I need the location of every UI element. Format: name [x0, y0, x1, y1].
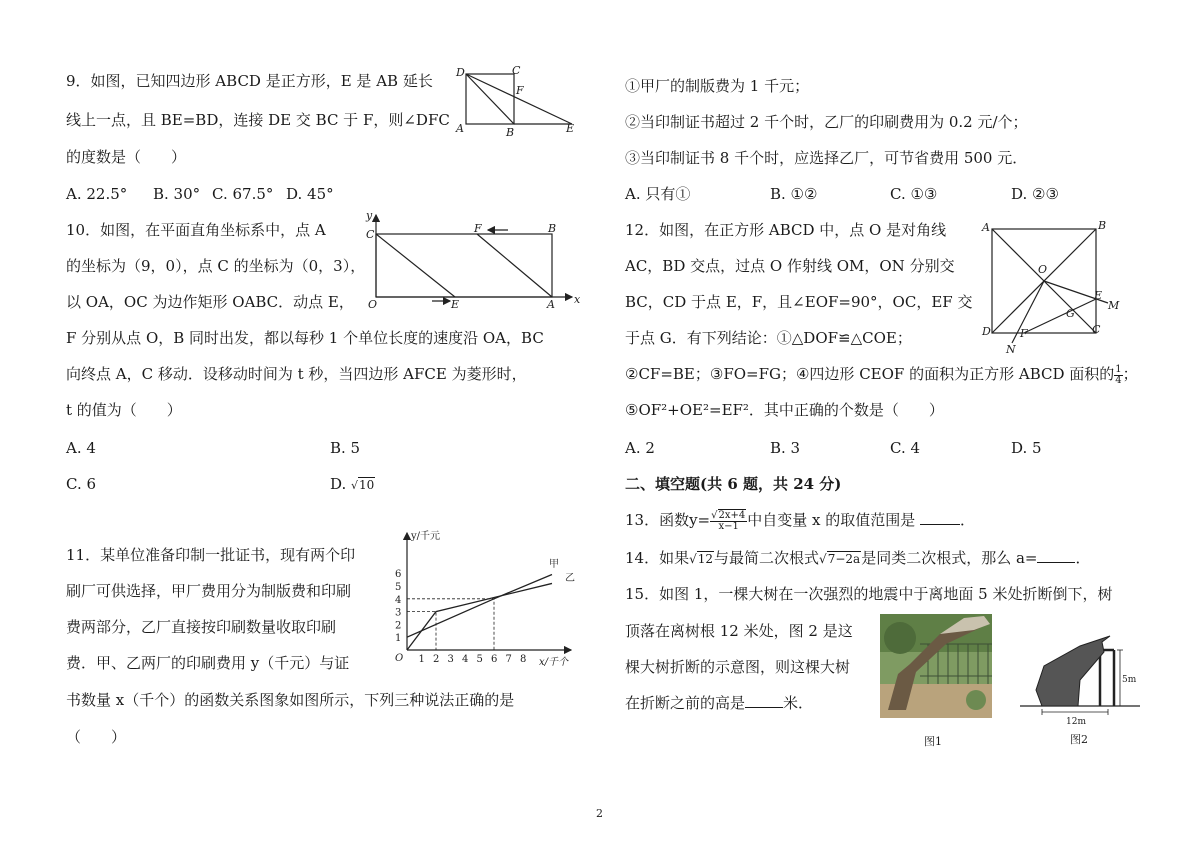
q12-option-a: A. 2: [625, 439, 655, 457]
q9-label-c: C: [512, 64, 521, 77]
q11-option-a: A. 只有①: [625, 185, 691, 203]
q12-line-2: AC，BD 交点，过点 O 作射线 OM，ON 分别交: [625, 257, 955, 275]
q11-line-3: 费两部分，乙厂直接按印刷数量收取印刷: [66, 618, 337, 636]
q11-xtick-label: 4: [462, 654, 469, 665]
q11-graph-xlabel: x/千个: [539, 657, 569, 668]
q10-label-c: C: [366, 228, 375, 241]
q12-option-c: C. 4: [890, 439, 921, 457]
q10-label-x: x: [574, 293, 581, 306]
q11-series-yi-label: 乙: [565, 573, 575, 584]
q11-series-jia-label: 甲: [549, 559, 559, 570]
q15-height-label: 5m: [1122, 675, 1137, 685]
q9-option-b: B. 30°: [153, 185, 201, 203]
q11-xtick-label: 3: [447, 654, 454, 665]
q11-statement-3: ③当印制证书 8 千个时，应选择乙厂，可节省费用 500 元．: [625, 149, 1028, 167]
q15-fig1-caption: 图1: [924, 735, 942, 748]
q9-line-2: 线上一点，且 BE=BD，连接 DE 交 BC 于 F，则∠DFC: [66, 111, 450, 129]
q12-option-b: B. 3: [770, 439, 801, 457]
q11-option-c: C. ①③: [890, 185, 938, 203]
q9-label-e: E: [566, 122, 575, 135]
q11-line-1: 11．某单位准备印制一批证书，现有两个印: [66, 546, 356, 564]
q11-xtick-label: 8: [520, 654, 527, 665]
q9-label-f: F: [516, 84, 524, 97]
q13-line: 13．函数y= $\frac{√2x+4}{x-1}$ 中自变量 x 的取值范围是 ．: [625, 509, 976, 532]
q11-option-b: B. ①②: [770, 185, 818, 203]
q11-graph-ylabel: y/千元: [411, 531, 441, 542]
q11-statement-2: ②当印制证书超过 2 千个时，乙厂的印刷费用为 0.2 元/个；: [625, 113, 1028, 131]
section-fill-in-title: 二、填空题(共 6 题，共 24 分): [625, 475, 842, 493]
q11-line-4: 费．甲、乙两厂的印刷费用 y（千元）与证: [66, 654, 350, 672]
q10-label-f: F: [474, 222, 482, 235]
q12-label-g: G: [1066, 307, 1075, 320]
q14-line: 14．如果√12与最简二次根式√7−2a是同类二次根式，那么 a= ．: [625, 549, 1091, 567]
q14-answer-blank[interactable]: [1037, 548, 1075, 563]
q15-answer-blank[interactable]: [745, 693, 783, 708]
q9-option-a: A. 22.5°: [66, 185, 128, 203]
q11-series-yi-line: [407, 583, 552, 650]
q11-ytick-label: 4: [395, 594, 402, 606]
q9-option-d: D. 45°: [286, 185, 334, 203]
q11-line-6: （ ）: [66, 728, 127, 746]
q10-rectangle-figure: [360, 205, 585, 310]
q11-xtick-label: 1: [418, 654, 425, 665]
q12-label-a: A: [982, 221, 990, 234]
q10-line-2: 的坐标为（9，0），点 C 的坐标为（0，3），: [66, 257, 366, 275]
q11-ytick-label: 2: [395, 620, 402, 632]
q10-label-a: A: [547, 298, 555, 310]
q11-guide-x6: [407, 599, 494, 650]
q10-line-1: 10．如图，在平面直角坐标系中，点 A: [66, 221, 326, 239]
q11-statement-1: ①甲厂的制版费为 1 千元；: [625, 77, 810, 95]
q15-line-2: 顶落在离树根 12 米处，图 2 是这: [625, 622, 853, 640]
q11-xtick-label: 6: [491, 654, 498, 665]
q9-option-c: C. 67.5°: [212, 185, 274, 203]
q9-square-figure: [452, 62, 582, 140]
q10-label-e: E: [451, 298, 460, 310]
q9-label-d: D: [456, 66, 465, 79]
q11-ytick-label: 6: [395, 569, 402, 581]
q10-option-b: B. 5: [330, 439, 361, 457]
page-number: 2: [596, 807, 603, 820]
q10-line-5: 向终点 A，C 移动．设移动时间为 t 秒，当四边形 AFCE 为菱形时，: [66, 365, 527, 383]
q11-graph-origin: O: [395, 653, 404, 664]
q10-option-c: C. 6: [66, 475, 97, 493]
q10-option-a: A. 4: [66, 439, 96, 457]
q12-label-o: O: [1038, 263, 1048, 276]
q15-line-3: 棵大树折断的示意图，则这棵大树: [625, 658, 851, 676]
q9-label-b: B: [506, 126, 515, 139]
q12-label-c: C: [1092, 323, 1101, 336]
q15-line-4: 在折断之前的高是 米．: [625, 694, 814, 712]
q12-line-3: BC，CD 于点 E，F，且∠EOF=90°，OC，EF 交: [625, 293, 973, 311]
q11-ytick-label: 3: [395, 607, 402, 619]
q9-label-a: A: [456, 122, 464, 135]
q15-fig2-caption: 图2: [1070, 733, 1088, 746]
q12-label-f: F: [1020, 327, 1028, 340]
q15-line-1: 15．如图 1，一棵大树在一次强烈的地震中于离地面 5 米处折断倒下，树: [625, 585, 1113, 603]
q9-line-3: 的度数是（ ）: [66, 148, 187, 166]
q13-answer-blank[interactable]: [920, 510, 960, 525]
q11-xtick-label: 5: [476, 654, 483, 665]
q15-tree-photo: [880, 614, 992, 718]
q11-cost-graph: [375, 525, 607, 675]
q12-label-n: N: [1006, 343, 1016, 355]
q10-label-b: B: [548, 222, 557, 235]
q11-line-2: 刷厂可供选择，甲厂费用分为制版费和印刷: [66, 582, 352, 600]
q11-xtick-label: 7: [505, 654, 512, 665]
q12-label-b: B: [1098, 219, 1107, 232]
q10-label-y: y: [366, 209, 373, 222]
q11-ytick-label: 5: [395, 582, 402, 593]
q12-label-e: E: [1094, 289, 1103, 302]
q11-xtick-label: 2: [433, 654, 440, 665]
q9-line-1: 9．如图，已知四边形 ABCD 是正方形，E 是 AB 延长: [66, 72, 433, 90]
q12-line-5: ②CF=BE；③FO=FG；④四边形 CEOF 的面积为正方形 ABCD 面积的 $\frac{1}{4}$ ；: [625, 363, 1138, 386]
q12-line-4: 于点 G．有下列结论：①△DOF≌△COE；: [625, 329, 912, 347]
q15-distance-label: 12m: [1066, 717, 1086, 727]
q10-line-4: F 分别从点 O，B 同时出发，都以每秒 1 个单位长度的速度沿 OA，BC: [66, 329, 544, 347]
q11-line-5: 书数量 x（千个）的函数关系图象如图所示，下列三种说法正确的是: [66, 691, 515, 709]
q10-label-o: O: [368, 298, 378, 310]
q11-option-d: D. ②③: [1011, 185, 1059, 203]
q12-label-m: M: [1108, 299, 1120, 312]
q12-square-figure: [980, 215, 1120, 355]
q10-option-d: D. √10: [330, 475, 375, 493]
q12-option-d: D. 5: [1011, 439, 1042, 457]
q10-line-3: 以 OA，OC 为边作矩形 OABC．动点 E，: [66, 293, 354, 311]
q12-line-6: ⑤OF²+OE²=EF²．其中正确的个数是（ ）: [625, 401, 944, 419]
q11-series-jia-line: [407, 574, 552, 637]
q12-label-d: D: [982, 325, 991, 338]
q11-ytick-label: 1: [395, 633, 402, 645]
q15-broken-tree-diagram: [1018, 628, 1143, 728]
q12-line-1: 12．如图，在正方形 ABCD 中，点 O 是对角线: [625, 221, 947, 239]
q10-line-6: t 的值为（ ）: [66, 401, 182, 419]
